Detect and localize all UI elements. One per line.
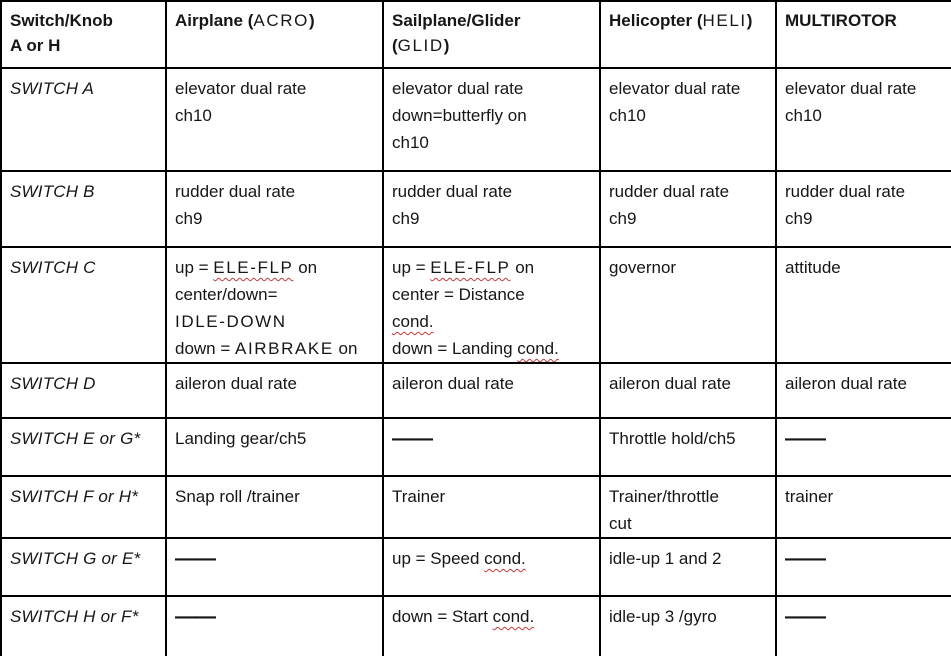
text-line <box>609 483 769 510</box>
text-line <box>392 281 593 308</box>
table-cell <box>776 171 951 247</box>
cell-text: idle-up 1 and 2 <box>609 549 722 568</box>
text-line <box>175 178 376 205</box>
cell-text: on <box>293 258 318 277</box>
cell-text: on <box>510 258 535 277</box>
empty-dash: —— <box>175 547 215 570</box>
text-line <box>175 8 376 33</box>
mode-term-text: ELE-FLP <box>430 258 511 277</box>
table-cell <box>776 247 951 363</box>
table-cell <box>383 68 600 171</box>
text-line <box>785 370 945 397</box>
cell-text: ch9 <box>785 209 813 228</box>
row-label-text: SWITCH H or F* <box>10 607 139 626</box>
cell-text: elevator dual rate <box>609 79 741 98</box>
cell-text: down=butterfly on <box>392 106 527 125</box>
text-line <box>785 483 945 510</box>
text-line <box>609 8 769 33</box>
column-header-sailplane-glider <box>383 1 600 68</box>
cell-text: Switch/Knob <box>10 11 113 30</box>
text-line <box>175 254 376 281</box>
cell-text: cond. <box>484 549 526 568</box>
table-cell <box>600 538 776 596</box>
text-line <box>175 205 376 232</box>
text-line <box>392 370 593 397</box>
table-cell <box>600 247 776 363</box>
row-label-text: SWITCH D <box>10 374 96 393</box>
empty-dash: —— <box>785 547 825 570</box>
table-header <box>1 1 951 68</box>
text-line <box>175 75 376 102</box>
text-line <box>392 205 593 232</box>
column-header-helicopter <box>600 1 776 68</box>
table-cell-empty <box>776 418 951 476</box>
table-row <box>1 476 951 538</box>
table-cell <box>383 476 600 538</box>
text-line <box>392 33 593 58</box>
cell-text: up = <box>392 258 431 277</box>
cell-text: aileron dual rate <box>609 374 731 393</box>
text-line <box>392 335 593 362</box>
cell-text: ch9 <box>392 209 420 228</box>
table-body <box>1 68 951 656</box>
text-line <box>609 425 769 452</box>
cell-text: cond. <box>392 312 434 331</box>
text-line <box>392 603 593 630</box>
cell-text: ( <box>392 36 398 55</box>
cell-text: governor <box>609 258 677 277</box>
cell-text: down = <box>175 339 236 358</box>
table-cell-empty <box>166 538 383 596</box>
row-label <box>1 418 166 476</box>
text-line <box>392 545 593 572</box>
table-cell-empty <box>166 596 383 656</box>
text-line <box>392 102 593 129</box>
cell-text: elevator dual rate <box>392 79 524 98</box>
text-line <box>175 425 376 452</box>
table-cell <box>166 418 383 476</box>
mode-term-text: ELE-FLP <box>213 258 294 277</box>
cell-text: ch9 <box>609 209 637 228</box>
text-line <box>175 308 376 335</box>
cell-text: aileron dual rate <box>392 374 514 393</box>
cell-text: Throttle hold/ch5 <box>609 429 736 448</box>
row-label <box>1 538 166 596</box>
table-cell <box>383 538 600 596</box>
cell-text: MULTIROTOR <box>785 11 897 30</box>
table-row <box>1 171 951 247</box>
text-line <box>785 8 945 33</box>
text-line <box>10 33 159 58</box>
cell-text: rudder dual rate <box>785 182 906 201</box>
cell-text: Helicopter ( <box>609 11 703 30</box>
text-line <box>609 102 769 129</box>
table-cell <box>166 171 383 247</box>
cell-text: ch10 <box>785 106 822 125</box>
cell-text: A or H <box>10 36 61 55</box>
column-header-airplane <box>166 1 383 68</box>
cell-text: Sailplane/Glider <box>392 11 521 30</box>
row-label-text: SWITCH B <box>10 182 95 201</box>
table-cell <box>166 247 383 363</box>
mode-term-text: HELI <box>702 11 747 30</box>
row-label <box>1 68 166 171</box>
text-line <box>175 281 376 308</box>
table-cell <box>600 68 776 171</box>
cell-text: Trainer <box>392 487 446 506</box>
text-line <box>175 102 376 129</box>
cell-text: center/down= <box>175 285 278 304</box>
mode-term-text: IDLE-DOWN <box>175 312 287 331</box>
cell-text: center = Distance <box>392 285 525 304</box>
cell-text: ) <box>308 11 315 30</box>
empty-dash: —— <box>392 427 432 450</box>
table-cell <box>166 476 383 538</box>
row-label <box>1 363 166 418</box>
text-line <box>609 370 769 397</box>
cell-text: trainer <box>785 487 834 506</box>
text-line <box>785 102 945 129</box>
text-line <box>175 370 376 397</box>
mode-term-text: ACRO <box>253 11 309 30</box>
text-line <box>392 483 593 510</box>
empty-dash: —— <box>175 605 215 628</box>
table-cell <box>166 68 383 171</box>
cell-text: on <box>333 339 358 358</box>
cell-text: ch9 <box>175 209 203 228</box>
cell-text: elevator dual rate <box>785 79 917 98</box>
empty-dash: —— <box>785 605 825 628</box>
table-cell-empty <box>776 538 951 596</box>
cell-text: attitude <box>785 258 841 277</box>
row-label <box>1 247 166 363</box>
text-line <box>392 129 593 156</box>
text-line <box>392 8 593 33</box>
table-cell <box>600 418 776 476</box>
row-label-text: SWITCH F or H* <box>10 487 139 506</box>
empty-dash: —— <box>785 427 825 450</box>
text-line <box>175 335 376 362</box>
cell-text: up = Speed <box>392 549 485 568</box>
cell-text: down = Landing <box>392 339 518 358</box>
cell-text: down = Start <box>392 607 493 626</box>
table-cell <box>383 596 600 656</box>
cell-text: ) <box>746 11 753 30</box>
text-line <box>785 75 945 102</box>
row-label-text: SWITCH A <box>10 79 95 98</box>
text-line <box>785 205 945 232</box>
cell-text: up = <box>175 258 214 277</box>
text-line <box>609 205 769 232</box>
cell-text: rudder dual rate <box>609 182 730 201</box>
text-line <box>392 254 593 281</box>
cell-text: rudder dual rate <box>392 182 513 201</box>
row-label-text: SWITCH G or E* <box>10 549 141 568</box>
text-line <box>609 178 769 205</box>
text-line <box>609 254 769 281</box>
text-line <box>609 603 769 630</box>
table-cell <box>383 171 600 247</box>
table-cell <box>600 171 776 247</box>
cell-text: ch10 <box>392 133 429 152</box>
row-label-text: SWITCH E or G* <box>10 429 141 448</box>
text-line <box>392 178 593 205</box>
text-line <box>785 254 945 281</box>
text-line <box>609 510 769 537</box>
table-cell-empty <box>776 596 951 656</box>
text-line <box>392 75 593 102</box>
cell-text: cut <box>609 514 632 533</box>
table-cell-empty <box>383 418 600 476</box>
cell-text: ch10 <box>609 106 646 125</box>
table-row <box>1 363 951 418</box>
cell-text: cond. <box>517 339 559 358</box>
cell-text: aileron dual rate <box>785 374 907 393</box>
cell-text: idle-up 3 /gyro <box>609 607 717 626</box>
row-label <box>1 171 166 247</box>
mode-term-text: GLID <box>397 36 444 55</box>
table-cell <box>383 363 600 418</box>
table-row <box>1 68 951 171</box>
cell-text: aileron dual rate <box>175 374 297 393</box>
row-label <box>1 596 166 656</box>
table-cell <box>776 363 951 418</box>
text-line <box>609 75 769 102</box>
header-row <box>1 1 951 68</box>
table-cell <box>600 596 776 656</box>
cell-text: Trainer/throttle <box>609 487 719 506</box>
table-cell <box>166 363 383 418</box>
table-cell <box>383 247 600 363</box>
text-line <box>175 483 376 510</box>
table-cell <box>600 363 776 418</box>
table-row <box>1 247 951 363</box>
row-label-text: SWITCH C <box>10 258 96 277</box>
column-header-switch-knob <box>1 1 166 68</box>
table-cell <box>776 476 951 538</box>
text-line <box>609 545 769 572</box>
table-row <box>1 538 951 596</box>
text-line <box>785 178 945 205</box>
row-label <box>1 476 166 538</box>
mode-term-text: AIRBRAKE <box>235 339 334 358</box>
cell-text: Landing gear/ch5 <box>175 429 307 448</box>
column-header-multirotor <box>776 1 951 68</box>
cell-text: Snap roll /trainer <box>175 487 300 506</box>
cell-text: ) <box>443 36 450 55</box>
table-cell <box>600 476 776 538</box>
cell-text: rudder dual rate <box>175 182 296 201</box>
cell-text: elevator dual rate <box>175 79 307 98</box>
table-cell <box>776 68 951 171</box>
text-line <box>392 308 593 335</box>
cell-text: ch10 <box>175 106 212 125</box>
text-line <box>10 8 159 33</box>
table-row <box>1 418 951 476</box>
cell-text: Airplane ( <box>175 11 254 30</box>
table-row <box>1 596 951 656</box>
cell-text: cond. <box>492 607 535 626</box>
